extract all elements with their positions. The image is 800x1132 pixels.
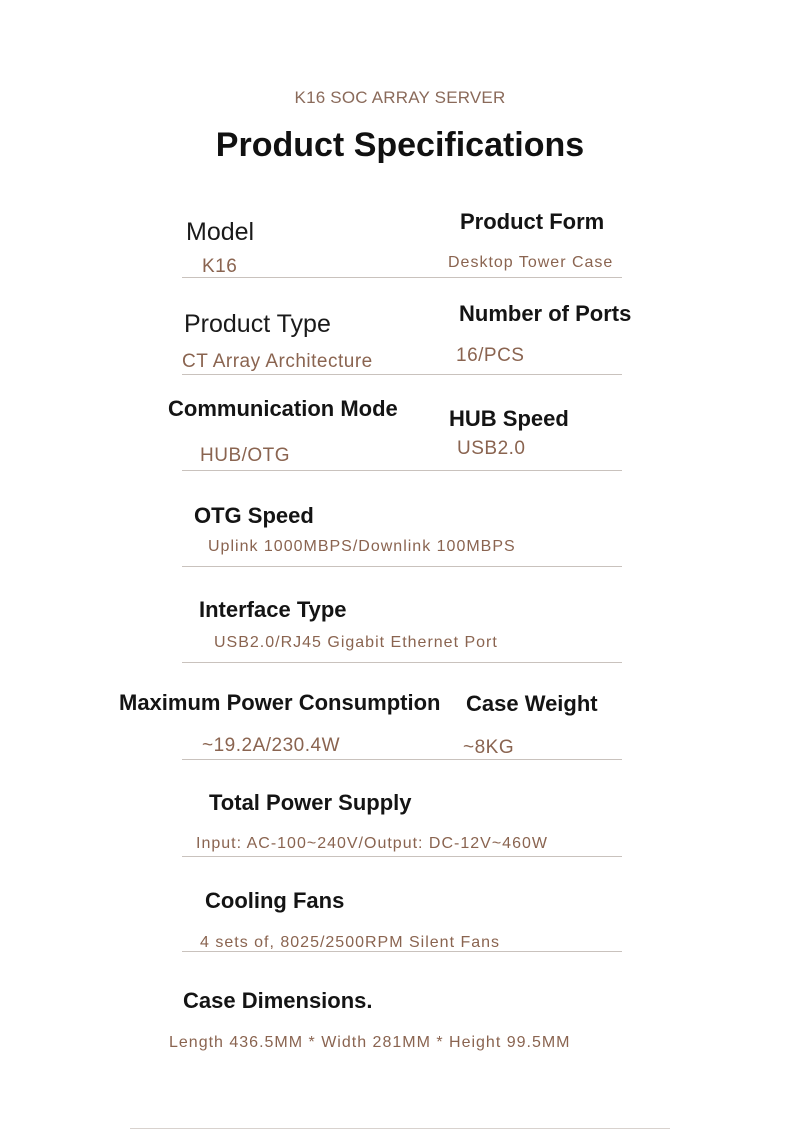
page-title: Product Specifications [215,126,585,164]
product-type-value: CT Array Architecture [182,351,373,372]
product-type-label: Product Type [184,310,331,338]
divider [182,374,622,375]
max-power-label: Maximum Power Consumption [119,690,441,715]
interface-type-value: USB2.0/RJ45 Gigabit Ethernet Port [214,634,498,651]
case-weight-label: Case Weight [466,691,598,716]
cooling-fans-label: Cooling Fans [205,888,345,913]
divider [182,759,622,760]
hub-speed-value: USB2.0 [457,438,526,459]
case-dimensions-value: Length 436.5MM * Width 281MM * Height 99.5MM [169,1034,571,1051]
otg-speed-label: OTG Speed [194,503,314,528]
number-of-ports-value: 16/PCS [456,345,525,366]
cooling-fans-value: 4 sets of, 8025/2500RPM Silent Fans [200,934,501,951]
page-subtitle: K16 SOC ARRAY SERVER [294,88,506,107]
case-weight-value: ~8KG [463,737,515,758]
otg-speed-value: Uplink 1000MBPS/Downlink 100MBPS [208,538,516,555]
hub-speed-label: HUB Speed [449,406,569,431]
max-power-value: ~19.2A/230.4W [202,735,341,756]
total-power-supply-label: Total Power Supply [209,790,412,815]
divider [182,951,622,952]
product-form-value: Desktop Tower Case [448,254,614,271]
product-form-label: Product Form [460,209,605,234]
model-value: K16 [202,256,238,277]
divider [182,856,622,857]
model-label: Model [186,218,255,246]
number-of-ports-label: Number of Ports [459,301,632,326]
interface-type-label: Interface Type [199,597,347,622]
divider [182,662,622,663]
communication-mode-value: HUB/OTG [200,445,291,466]
total-power-supply-value: Input: AC-100~240V/Output: DC-12V~460W [196,835,548,852]
bottom-divider [130,1128,670,1129]
case-dimensions-label: Case Dimensions. [183,988,373,1013]
communication-mode-label: Communication Mode [168,396,398,421]
divider [182,277,622,278]
divider [182,566,622,567]
divider [182,470,622,471]
